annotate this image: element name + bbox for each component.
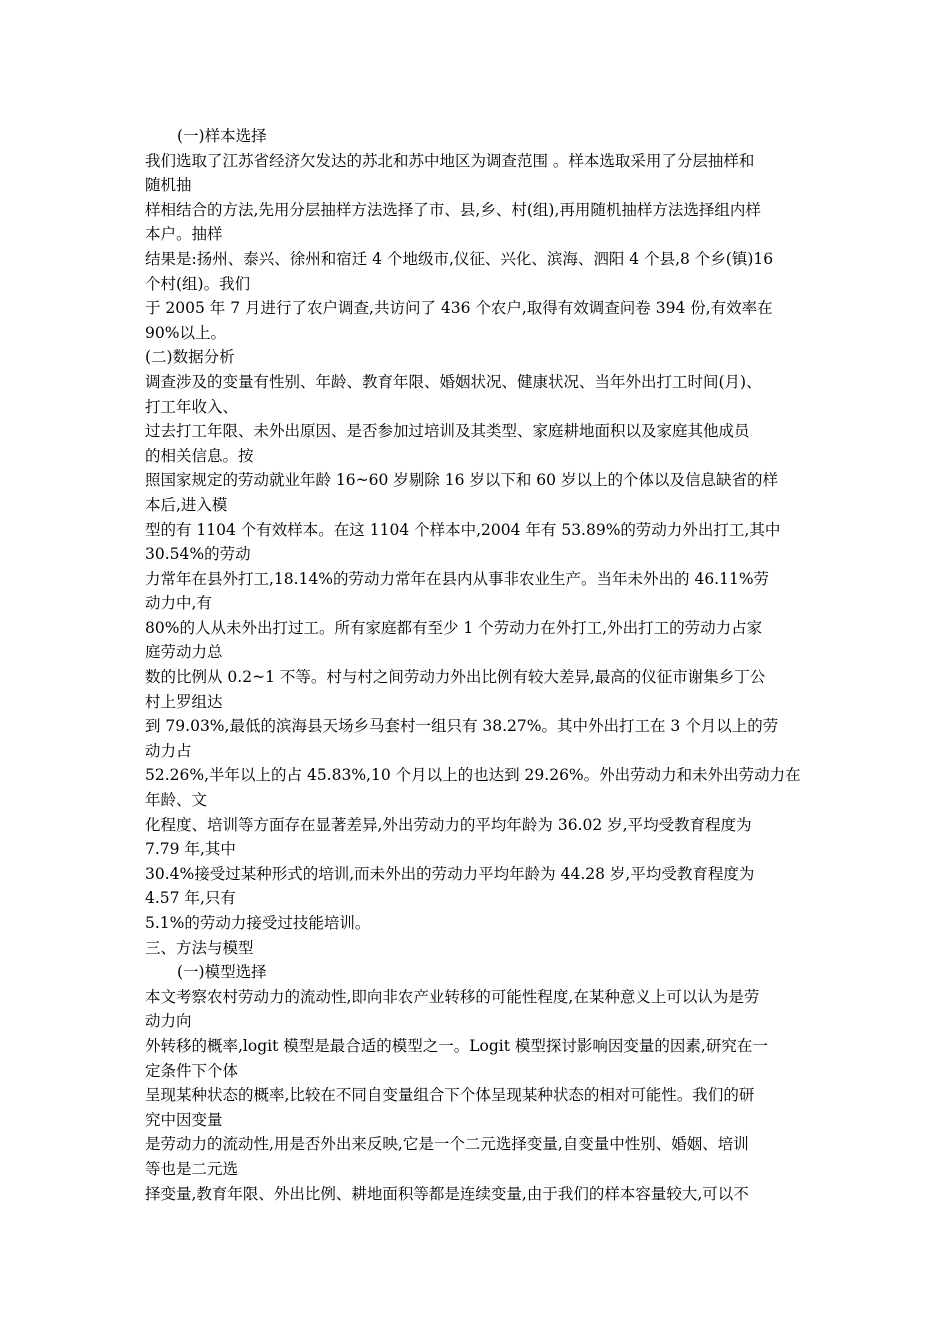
text-line: 本文考察农村劳动力的流动性,即向非农产业转移的可能性程度,在某种意义上可以认为是劳 — [145, 987, 760, 1006]
document-body — [145, 124, 820, 1206]
text-line: 力常年在县外打工,18.14%的劳动力常年在县内从事非农业生产。当年未外出的 46.11%劳 — [145, 569, 770, 588]
text-line: 择变量,教育年限、外出比例、耕地面积等都是连续变量,由于我们的样本容量较大,可以不 — [145, 1184, 749, 1203]
text-line: 我们选取了江苏省经济欠发达的苏北和苏中地区为调查范围 。样本选取采用了分层抽样和 — [145, 151, 755, 170]
text-line: 样相结合的方法,先用分层抽样方法选择了市、县,乡、村(组),再用随机抽样方法选择组内样 — [145, 200, 761, 219]
text-line: 动力中,有 — [145, 594, 212, 613]
text-line: 4.57 年,只有 — [145, 889, 236, 908]
text-line: 外转移的概率,logit 模型是最合适的模型之一。Logit 模型探讨影响因变量的因素,研究在一 — [145, 1036, 768, 1055]
text-line: 过去打工年限、未外出原因、是否参加过培训及其类型、家庭耕地面积以及家庭其他成员 — [145, 422, 750, 441]
section-heading-model-selection: (一)模型选择 — [177, 963, 267, 982]
text-line: 年龄、文 — [145, 791, 208, 810]
text-line: 于 2005 年 7 月进行了农户调查,共访问了 436 个农户,取得有效调查问卷 394 份,有效率在 — [145, 299, 773, 318]
text-line: 是劳动力的流动性,用是否外出来反映,它是一个二元选择变量,自变量中性别、婚姻、培训 — [145, 1135, 749, 1154]
text-line: 本后,进入模 — [145, 495, 228, 514]
text-line: 30.4%接受过某种形式的培训,而未外出的劳动力平均年龄为 44.28 岁,平均受教育程度为 — [145, 864, 755, 883]
text-line: 打工年收入、 — [145, 397, 239, 416]
text-line: 7.79 年,其中 — [145, 840, 236, 859]
text-line: 型的有 1104 个有效样本。在这 1104 个样本中,2004 年有 53.89%的劳动力外出打工,其中 — [145, 520, 781, 539]
text-line: 结果是:扬州、泰兴、徐州和宿迁 4 个地级市,仪征、兴化、滨海、泗阳 4 个县,8 个乡(镇)16 — [145, 249, 774, 268]
text-line: 个村(组)。我们 — [145, 274, 251, 293]
text-line: 定条件下个体 — [145, 1061, 239, 1080]
text-line: 本户。抽样 — [145, 225, 223, 244]
section-heading-methods-and-models: 三、方法与模型 — [145, 938, 254, 957]
text-line: 90%以上。 — [145, 323, 226, 342]
text-line: 照国家规定的劳动就业年龄 16~60 岁剔除 16 岁以下和 60 岁以上的个体以及信息缺省的样 — [145, 471, 778, 490]
text-line: 动力向 — [145, 1012, 192, 1031]
section-heading-data-analysis: (二)数据分析 — [145, 348, 235, 367]
text-line: 呈现某种状态的概率,比较在不同自变量组合下个体呈现某种状态的相对可能性。我们的研 — [145, 1086, 755, 1105]
text-line: 数的比例从 0.2~1 不等。村与村之间劳动力外出比例有较大差异,最高的仪征市谢集乡丁公 — [145, 668, 766, 687]
text-line: 村上罗组达 — [145, 692, 223, 711]
text-line: 究中因变量 — [145, 1110, 223, 1129]
text-line: 动力占 — [145, 741, 192, 760]
text-line: 化程度、培训等方面存在显著差异,外出劳动力的平均年龄为 36.02 岁,平均受教育程度为 — [145, 815, 752, 834]
text-line: 80%的人从未外出打过工。所有家庭都有至少 1 个劳动力在外打工,外出打工的劳动力占家 — [145, 618, 763, 637]
text-line: 5.1%的劳动力接受过技能培训。 — [145, 914, 371, 932]
text-line: 30.54%的劳动 — [145, 545, 251, 564]
text-line: 随机抽 — [145, 176, 192, 195]
text-line: 的相关信息。按 — [145, 446, 254, 465]
section-heading-sample-selection: (一)样本选择 — [177, 127, 267, 145]
text-line: 52.26%,半年以上的占 45.83%,10 个月以上的也达到 29.26%。外出劳动力和未外出劳动力在 — [145, 766, 801, 785]
text-line: 到 79.03%,最低的滨海县天场乡马套村一组只有 38.27%。其中外出打工在 3 个月以上的劳 — [145, 717, 779, 736]
text-line: 等也是二元选 — [145, 1159, 239, 1178]
text-line: 庭劳动力总 — [145, 643, 223, 662]
text-line: 调查涉及的变量有性别、年龄、教育年限、婚姻状况、健康状况、当年外出打工时间(月)、 — [145, 372, 762, 391]
